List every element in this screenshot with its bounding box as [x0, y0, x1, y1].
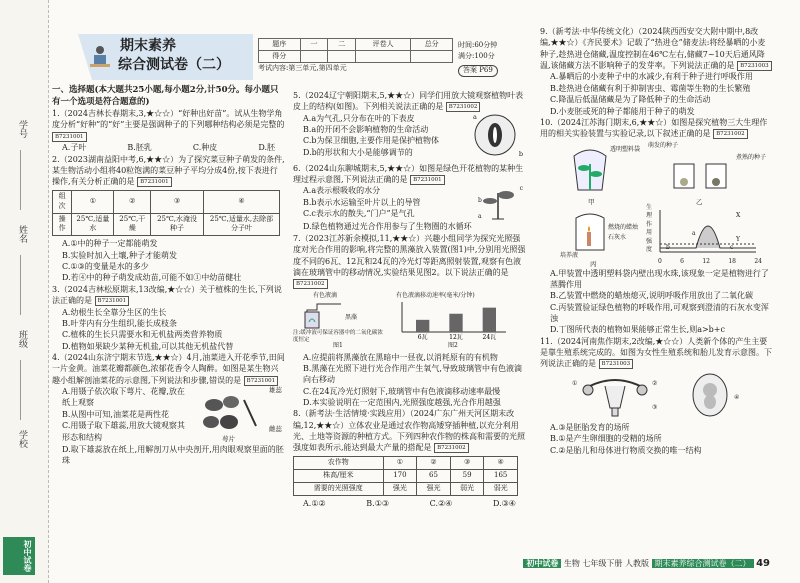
figure-label: 透明塑料袋 — [610, 145, 641, 153]
option[interactable]: B.黑藻在光照下进行光合作用产生氧气,导致玻璃管中有色液滴向右移动 — [303, 363, 522, 385]
question-code: B7231002 — [446, 102, 481, 112]
question-10 — [540, 117, 772, 140]
q7-figure-2 — [388, 292, 523, 350]
category-label: 12瓦 — [449, 333, 463, 340]
question-code: B7231001 — [244, 376, 279, 386]
figure-label: ③ — [652, 403, 658, 411]
option[interactable]: A.甲装置中透明塑料袋内壁出现水珠,该现象一定是植物进行了蒸腾作用 — [550, 268, 769, 289]
table-cell: ④ — [484, 456, 518, 469]
fetus-icon — [690, 372, 730, 418]
option[interactable]: B.叶芽内有分生组织,能长成枝条 — [62, 318, 177, 328]
curve-label: X — [736, 211, 741, 219]
footer-badge: 期末素养综合测试卷（二） — [652, 559, 754, 568]
question-text: 5.（2024辽宁朝阳期末,5,★★☆）同学们用放大镜观察植物叶表皮上的结构(如图)。下列相关说法正确的是 — [293, 91, 524, 112]
question-text: 1.（2024吉林长春期末,3,★☆☆）“好种出好苗”。试从生物学角度分析“好种”的“好”主要是强调种子的下列哪种结构必须是完整的 — [52, 109, 285, 130]
option[interactable]: A.a表示根吸收的水分 — [303, 186, 381, 196]
table-cell: 弱光 — [484, 482, 518, 495]
q6-block — [293, 185, 526, 221]
figure-caption: 图1 — [333, 341, 343, 349]
footer-edition: 人教版 — [624, 559, 649, 568]
question-6 — [293, 163, 526, 186]
table-cell: 弱光 — [450, 482, 484, 495]
table-cell: ④ — [203, 190, 279, 213]
figure-label: 煮熟的种子 — [736, 153, 767, 161]
option[interactable]: D.小麦胚或死的种子都能用于种子的萌发 — [550, 106, 695, 116]
question-text: 9.（新考法·中华传统文化）（2024陕西西安交大附中期中,8改编,★★☆）《齐民要术》记载了“热进仓”储麦法:将经暴晒的小麦种子,趁热进仓储藏,温度控制在46℃左右,储藏7~10天后通风降温,该储藏方法不影响种子的发芽率。下列说法正确的是 — [540, 27, 766, 71]
option[interactable]: A.①中的种子一定都能萌发 — [62, 239, 158, 249]
table-cell: ③ — [450, 456, 484, 469]
column-2 — [293, 90, 526, 509]
table-cell: ② — [114, 190, 151, 213]
question-text: 7.（2023江苏新余模拟,11,★★☆）兴趣小组同学为探究光照强度对光合作用的影响,将完整的黑藻放入装置(图1)中,分别用光照强度不同的6瓦、12瓦和24瓦的冷光灯等距离照射装置,观察有色液滴在玻璃管中的移动情况,实验结果见图2。以下说法正确的是 — [293, 233, 526, 277]
table-cell: 操作 — [53, 213, 72, 236]
margin-label-class: 班级 — [17, 330, 27, 348]
option[interactable]: A.①② — [303, 498, 326, 508]
bar-chart — [398, 300, 508, 340]
area-label: b — [666, 243, 670, 251]
option[interactable]: C.②④ — [429, 498, 453, 508]
reader-illustration-icon — [88, 44, 112, 74]
chart-bar — [416, 319, 429, 331]
figure-label: 燃烧的蜡烛 — [608, 223, 639, 231]
option[interactable]: B.从图中可知,油菜花是两性花 — [62, 409, 169, 419]
question-text: 2.（2023湖南益阳中考,6,★★☆）为了探究菜豆种子萌发的条件,某生物活动小组将40粒饱满的菜豆种子平均分成4份,按下表进行操作,有关分析正确的是 — [52, 154, 285, 187]
options-q1 — [52, 142, 285, 153]
margin-label-school: 学校 — [17, 430, 27, 448]
score-table-cell[interactable] — [300, 51, 328, 63]
option[interactable]: B.胚乳 — [127, 143, 152, 153]
tick-label: 18 — [728, 257, 736, 265]
question-code: B7231002 — [293, 279, 328, 289]
table-cell: 株高/厘米 — [294, 469, 384, 482]
option[interactable]: A.应提前将黑藻放在黑暗中一昼夜,以消耗原有的有机物 — [303, 352, 498, 362]
figure-label: 萼片 — [222, 434, 235, 443]
option[interactable]: B.①是产生卵细胞的受精的场所 — [550, 434, 662, 444]
figure-caption: 甲 — [588, 197, 595, 206]
table-cell: 25℃,水淹没种子 — [151, 213, 204, 236]
category-label: 6瓦 — [417, 333, 428, 340]
table-cell: ③ — [151, 190, 204, 213]
page-subtitle: 综合测试卷（二） — [118, 57, 230, 73]
table-cell: 25℃,适量水 — [72, 213, 114, 236]
score-table-cell: 评卷人 — [355, 39, 410, 51]
table-cell: ① — [72, 190, 114, 213]
figure-label: 萌发的种子 — [648, 141, 679, 149]
brand-logo: 初中试卷 — [3, 537, 35, 575]
divider — [20, 255, 21, 315]
question-code: B7231003 — [599, 359, 634, 369]
margin-label-id: 学号 — [17, 120, 27, 138]
option[interactable]: A.a为气孔,只分布在叶的下表皮 — [303, 113, 415, 123]
q4-block — [52, 386, 285, 444]
score-table-cell: 得分 — [259, 51, 301, 63]
option[interactable]: C.b为保卫细胞,主要作用是保护植物体 — [303, 136, 440, 146]
option[interactable]: C.降温后低温储藏是为了降低种子的生命活动 — [550, 95, 711, 105]
binding-margin — [0, 0, 49, 583]
question-4 — [52, 352, 285, 386]
stoma-figure — [473, 113, 523, 163]
footer-subject: 生物 — [563, 559, 580, 568]
curve-label: Y — [736, 235, 740, 243]
figure-label: b — [478, 197, 482, 205]
question-text: 6.（2024山东聊城期末,5,★★☆）如图是绿色开花植物的某种生理过程示意图,下列说法正确的是 — [293, 163, 524, 185]
score-table-cell: 总分 — [411, 39, 453, 51]
plant-figure — [478, 185, 523, 221]
option[interactable]: C.c表示水的散失,“门户”是气孔 — [303, 209, 415, 219]
stoma-icon — [473, 113, 517, 157]
question-code: B7231001 — [410, 175, 445, 185]
q4-options — [52, 386, 192, 444]
chart-title: 有色液滴移动速率(毫米/分钟) — [396, 291, 475, 299]
figure-caption: 图2 — [448, 341, 458, 349]
area-label: c — [730, 243, 734, 251]
figure-label: a — [478, 212, 482, 220]
table-cell: 农作物 — [294, 456, 384, 469]
tick-label: 24 — [754, 257, 762, 265]
question-code: B7231001 — [52, 132, 87, 142]
figure-label: 石灰水 — [608, 233, 627, 241]
chart-x-ticks — [658, 258, 762, 267]
flower-figure — [192, 386, 282, 444]
answer-page-link[interactable]: 答案 P69 — [458, 65, 498, 77]
chart-bar — [449, 313, 462, 331]
q7-figure-1 — [293, 292, 388, 350]
physiology-chart — [658, 208, 758, 258]
option[interactable]: D.③④ — [492, 498, 516, 508]
score-table-cell: 题序 — [259, 39, 301, 51]
score-table — [258, 38, 453, 63]
table-cell: 强光 — [383, 482, 417, 495]
exam-scope: 考试内容:第三单元,第四单元 — [258, 64, 347, 72]
section-heading: 一、选择题(本大题共25小题,每小题2分,计50分。每小题只有一个选项是符合题意的) — [52, 85, 279, 108]
table-cell: 165 — [484, 469, 518, 482]
exam-full-score: 满分:100分 — [458, 52, 495, 61]
option[interactable]: A.用镊子依次取下萼片、花瓣,放在纸上观察 — [62, 387, 185, 408]
figure-note: 注:缓冲液可保证容器中的二氧化碳浓度恒定 — [293, 329, 383, 344]
divider — [20, 360, 21, 420]
jar-pair-icon — [670, 156, 730, 192]
tick-label: 0 — [658, 257, 662, 265]
options-q8 — [293, 498, 526, 509]
column-1 — [52, 84, 285, 467]
option[interactable]: D.b的形状和大小是能够调节的 — [303, 147, 413, 157]
flask-icon — [303, 300, 343, 330]
option[interactable]: D.若④中的种子萌发成幼苗,可能不如①中幼苗健壮 — [62, 273, 242, 283]
question-code: B7231001 — [95, 296, 130, 306]
table-cell: ② — [417, 456, 451, 469]
option[interactable]: A.子叶 — [62, 143, 87, 153]
q11-figure — [540, 370, 772, 422]
option[interactable]: A.暴晒后的小麦种子中的水减少,有利于种子进行呼吸作用 — [550, 72, 753, 82]
flower-dissection-icon — [196, 390, 266, 440]
question-text: 10.（2024江苏海门期末,6,★★☆）如图是探究植物三大生理作用的相关实验装置与实验记录,以下叙述正确的是 — [540, 117, 768, 139]
q6-options — [293, 185, 478, 221]
table-cell: 59 — [450, 469, 484, 482]
question-7 — [293, 233, 526, 290]
figure-label: b — [518, 149, 523, 158]
chart-bar — [483, 307, 496, 331]
option[interactable]: D.绿色植物通过光合作用参与了生物圈的水循环 — [303, 222, 472, 232]
figure-label: 有色液滴 — [313, 291, 338, 299]
option[interactable]: D.本实验说明在一定范围内,光照强度越强,光合作用越强 — [303, 398, 501, 408]
page-title: 期末素养 — [120, 38, 176, 54]
option[interactable]: C.用镊子取下雄蕊,用放大镜观察其形态和结构 — [62, 421, 185, 442]
candle-jar-icon — [570, 212, 610, 256]
figure-label: 培养液 — [560, 251, 579, 259]
tick-label: 12 — [702, 257, 710, 265]
option[interactable]: B.乙装置中燃烧的蜡烛熄灭,说明呼吸作用放出了二氧化碳 — [550, 291, 753, 301]
question-code: B7231002 — [713, 129, 748, 139]
question-code: B7231003 — [737, 61, 772, 71]
option[interactable]: C.种皮 — [192, 143, 218, 153]
option[interactable]: D.丁图所代表的植物如果能够正常生长,则a>b+c — [550, 325, 725, 335]
figure-label: c — [519, 185, 523, 193]
option[interactable]: D.取下雄蕊放在纸上,用解剖刀从中央剖开,用肉眼观察里面的胚珠 — [62, 445, 284, 466]
question-11 — [540, 336, 772, 370]
table-cell: 组次 — [53, 190, 72, 213]
score-table-cell: 一 — [300, 39, 328, 51]
table-cell: ① — [383, 456, 417, 469]
question-text: 4.（2024山东济宁期末节选,★★☆）4月,油菜进入开花季节,田间一片金黄。油菜花瓣都颜色,浓郁花香令人陶醉。如图是某生物兴趣小组解剖油菜花的示意图,下列说法和步骤,错误的是 — [52, 352, 285, 385]
question-1 — [52, 108, 285, 142]
table-cell: 65 — [417, 469, 451, 482]
question-3 — [52, 284, 285, 307]
figure-label: a — [473, 112, 477, 121]
question-2 — [52, 154, 285, 188]
figure-label: 雄蕊 — [269, 386, 282, 395]
figure-label: 黑藻 — [345, 313, 358, 321]
q5-block — [293, 113, 526, 163]
footer-brand: 初中试卷 — [523, 559, 561, 568]
q7-figures — [293, 292, 526, 350]
option[interactable]: C.①③的变量是水的多少 — [62, 262, 149, 272]
option[interactable]: B.b表示水运输至叶片以上的导管 — [303, 197, 421, 207]
option[interactable]: B.趁热进仓储藏有利于抑制害虫、霉菌等生物的生长繁殖 — [550, 83, 751, 93]
page-footer — [523, 557, 770, 571]
q8-table — [293, 456, 518, 496]
plant-icon — [478, 185, 518, 221]
chart-ylabel: 生理作用强度 — [646, 203, 653, 254]
table-cell: 170 — [383, 469, 417, 482]
figure-label: ① — [572, 379, 578, 387]
q10-figures — [540, 140, 772, 268]
score-table-cell[interactable] — [355, 51, 410, 63]
option[interactable]: C.在24瓦冷光灯照射下,玻璃管中有色液滴移动速率最慢 — [303, 386, 501, 396]
footer-grade: 七年级下册 — [582, 559, 623, 568]
area-label: a — [692, 229, 696, 237]
score-table-cell[interactable] — [328, 51, 356, 63]
option[interactable]: B.a的开闭不会影响植物的生命活动 — [303, 125, 429, 135]
option[interactable]: A.③是胚胎发育的场所 — [550, 422, 630, 432]
option[interactable]: C.②是胎儿和母体进行物质交换的唯一结构 — [550, 445, 702, 455]
question-code: B7231002 — [434, 443, 469, 453]
table-cell: 25℃,适量水,去除部分子叶 — [203, 213, 279, 236]
option[interactable]: B.实验时加入土壤,种子才能萌发 — [62, 250, 177, 260]
option[interactable]: A.幼根生长全靠分生区的生长 — [62, 307, 167, 317]
reproductive-system-icon — [580, 372, 650, 418]
question-9 — [540, 26, 772, 71]
option[interactable]: B.①③ — [366, 498, 390, 508]
question-5 — [293, 90, 526, 113]
q2-table — [52, 190, 280, 237]
table-cell: 需要的光照强度 — [294, 482, 384, 495]
option[interactable]: D.植物如果缺少某种无机盐,可以其他无机盐代替 — [62, 341, 234, 351]
bagged-plant-icon — [570, 146, 610, 196]
question-text: 8.（新考法·生活情境·实践应用）（2024广东广州天河区期末改编,12,★★☆）立体农业是通过农作物高矮穿插种植,以充分利用光、土地等资源的种植方式。下列四种农作物的株高和需要的光照强度如表所示,能达到最大产量的搭配是 — [293, 409, 525, 453]
option[interactable]: D.胚 — [258, 143, 275, 153]
figure-label: ④ — [734, 393, 740, 401]
question-8 — [293, 408, 526, 453]
divider — [20, 150, 21, 210]
question-text: 3.（2024吉林松原期末,13改编,★☆☆）关于植株的生长,下列说法正确的是 — [52, 284, 282, 306]
exam-time: 时间:60分钟 — [458, 41, 498, 49]
score-table-cell[interactable] — [411, 51, 453, 63]
option[interactable]: C.丙装置验证绿色植物的呼吸作用,可观察到澄清的石灰水变浑浊 — [550, 302, 769, 324]
figure-caption: 乙 — [696, 197, 703, 206]
margin-label-name: 姓名 — [17, 225, 27, 243]
table-cell: 25℃,干燥 — [114, 213, 151, 236]
score-table-cell: 二 — [328, 39, 356, 51]
tick-label: 6 — [680, 257, 684, 265]
figure-caption: 丙 — [590, 259, 597, 268]
exam-info — [458, 40, 497, 62]
table-cell: 强光 — [417, 482, 451, 495]
page-number: 49 — [756, 558, 770, 569]
q5-options — [293, 113, 473, 163]
question-text: 11.（2024河南焦作期末,2改编,★☆☆）人类新个体的产生主要是靠生殖系统完成的。如图为女性生殖系统和胎儿发育示意图。下列说法正确的是 — [540, 336, 772, 369]
category-label: 24瓦 — [482, 333, 497, 340]
column-3 — [540, 26, 772, 456]
question-code: B7231001 — [137, 177, 172, 187]
option[interactable]: C.植株的生长只需要水和无机盐两类营养物质 — [62, 330, 223, 340]
figure-label: ② — [652, 379, 658, 387]
figure-label: 雌蕊 — [269, 424, 282, 433]
